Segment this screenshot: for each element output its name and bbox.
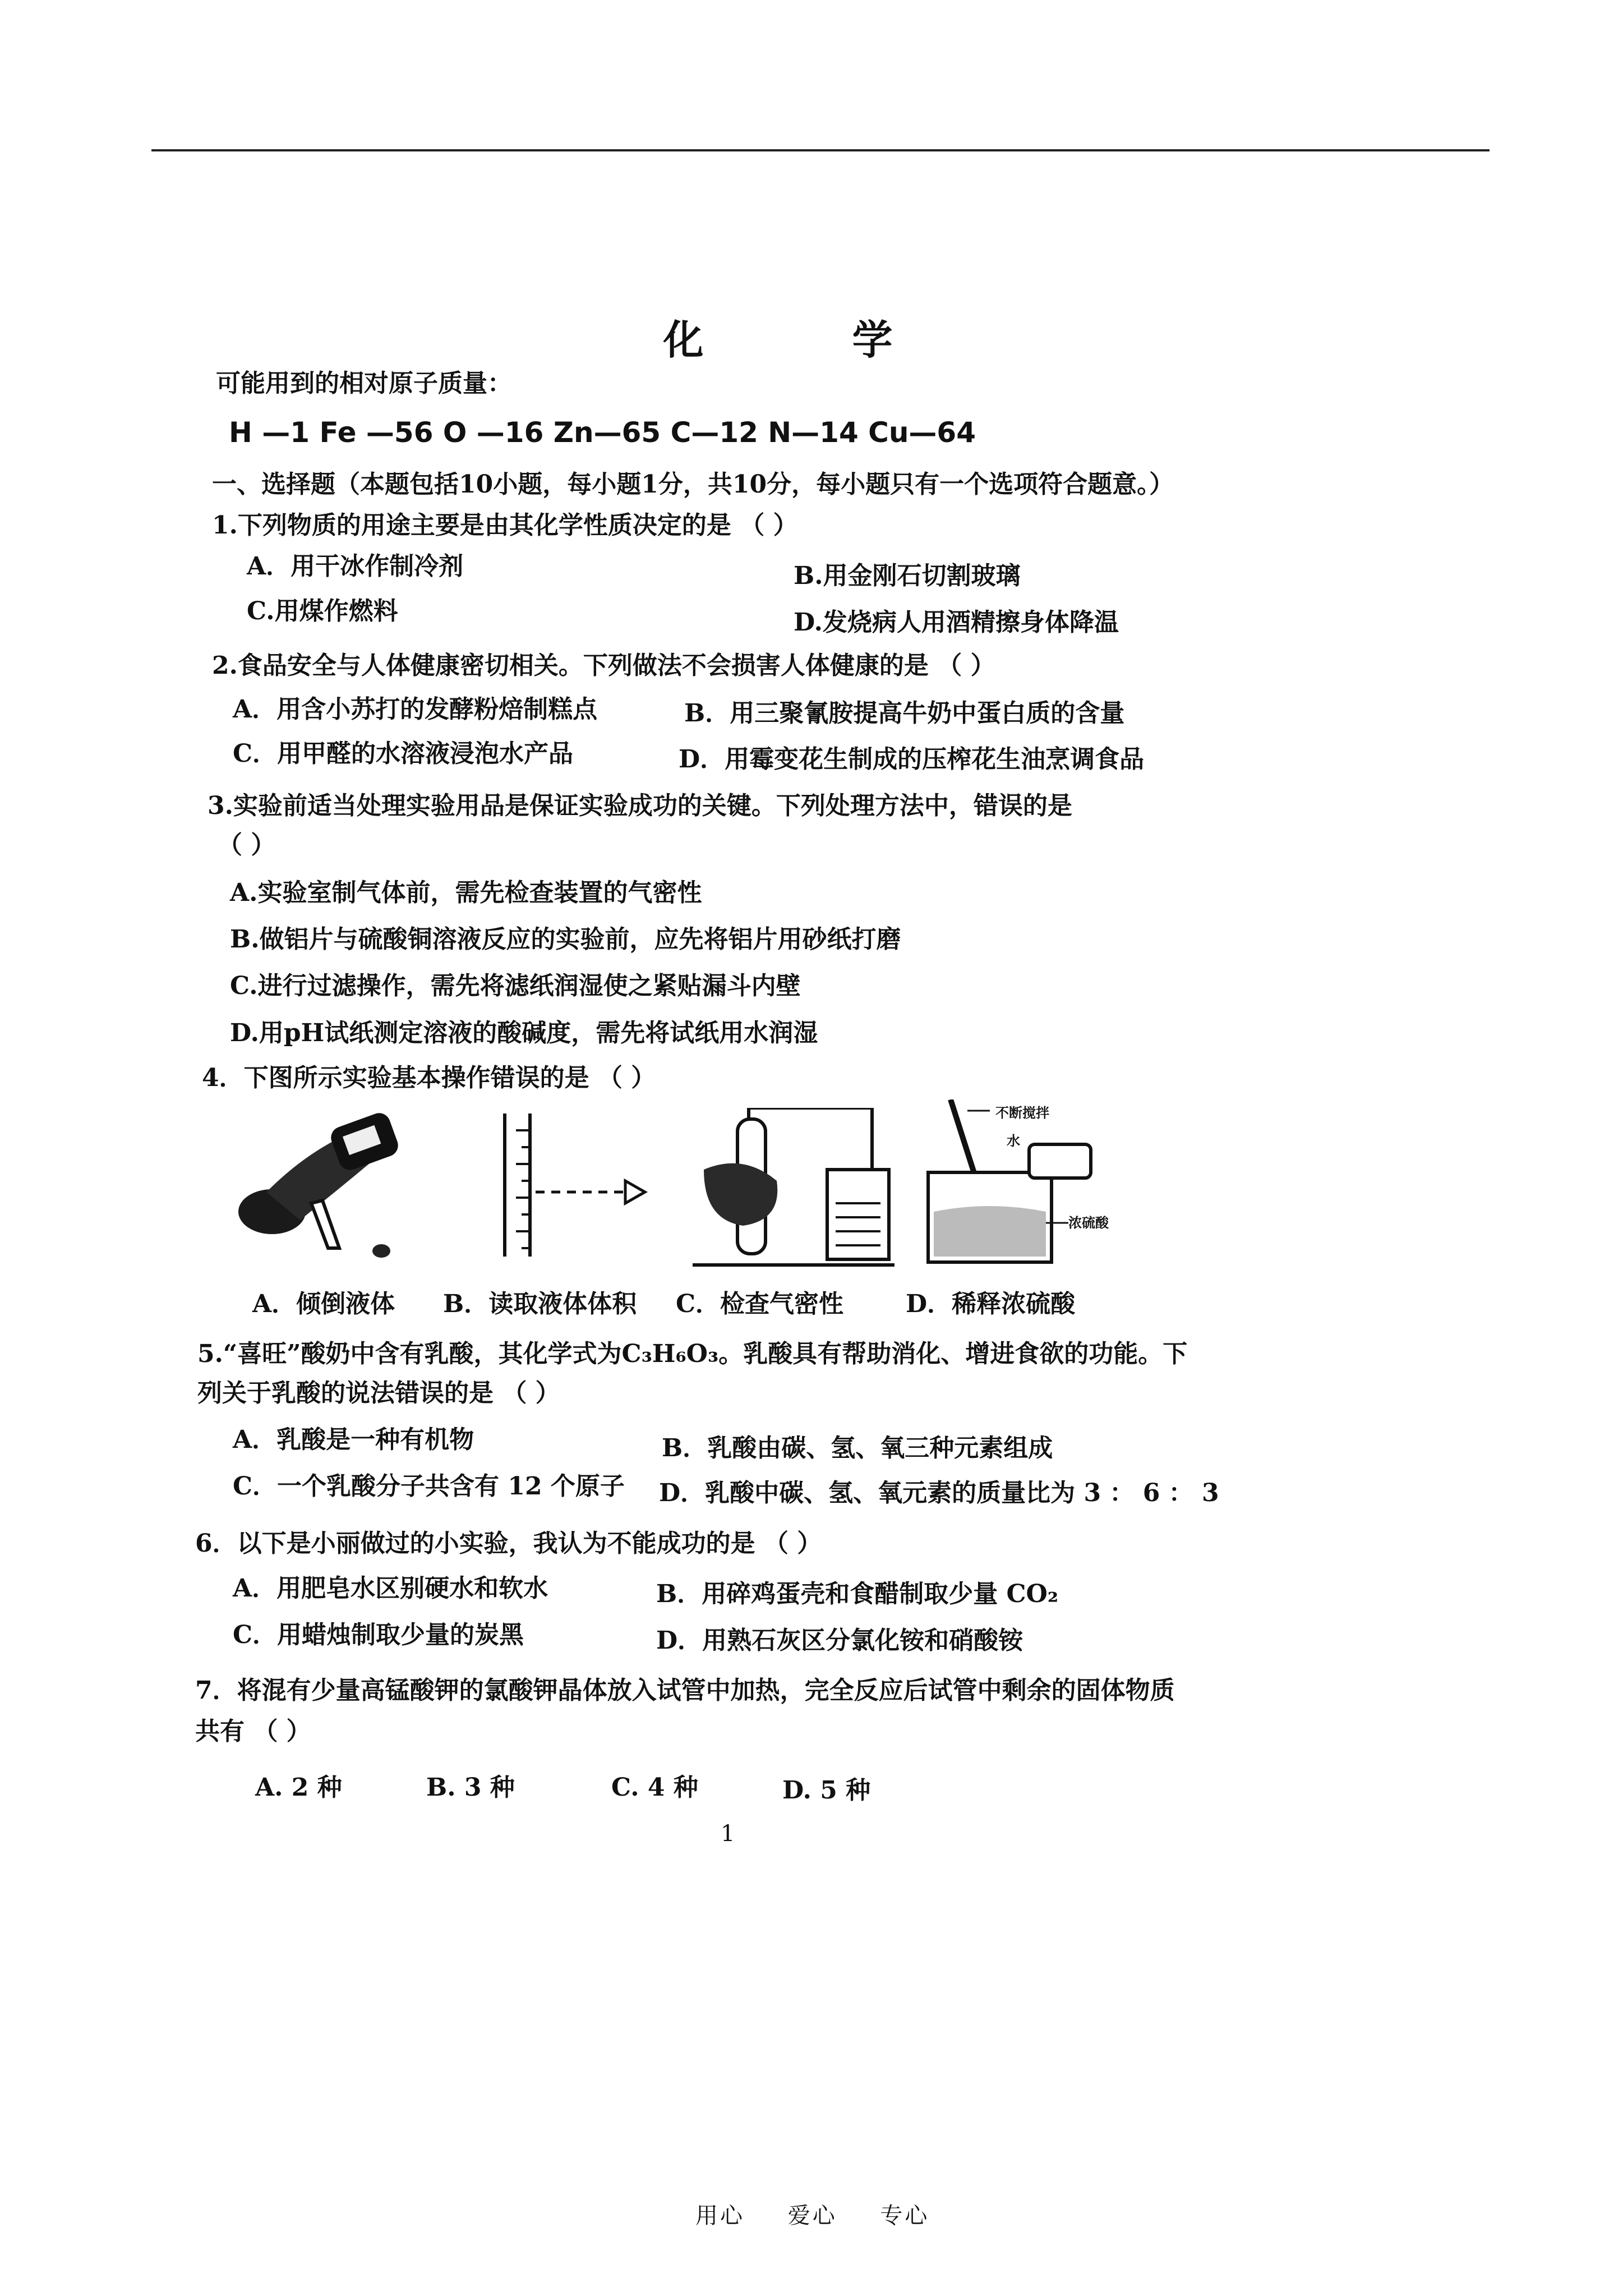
- footer-text: 用心 爱心 专心: [695, 2203, 930, 2229]
- question-1-option-d: D.发烧病人用酒精擦身体降温: [794, 608, 1119, 637]
- atomic-mass-values: H —1 Fe —56 O —16 Zn—65 C—12 N—14 Cu—64: [229, 416, 976, 449]
- question-5-stem-cont: 列关于乳酸的说法错误的是 （ ）: [197, 1379, 560, 1407]
- question-7-option-b: B. 3 种: [426, 1773, 515, 1802]
- figure-reading-volume: [482, 1108, 656, 1265]
- question-4-option-c: C．检查气密性: [676, 1290, 844, 1318]
- label-water: 水: [1007, 1133, 1020, 1149]
- question-5-option-c: C．一个乳酸分子共含有 12 个原子: [233, 1472, 625, 1501]
- question-4-option-d: D．稀释浓硫酸: [906, 1290, 1076, 1318]
- question-6-option-a: A．用肥皂水区别硬水和软水: [233, 1574, 548, 1603]
- question-2-option-c: C．用甲醛的水溶液浸泡水产品: [233, 739, 574, 768]
- question-3-option-d: D.用pH试纸测定溶液的酸碱度，需先将试纸用水润湿: [230, 1019, 818, 1047]
- page-number: 1: [721, 1821, 735, 1847]
- question-1-option-b: B.用金刚石切割玻璃: [794, 562, 1021, 590]
- question-1-stem: 1.下列物质的用途主要是由其化学性质决定的是 （ ）: [212, 511, 798, 540]
- question-3-option-c: C.进行过滤操作，需先将滤纸润湿使之紧贴漏斗内壁: [230, 972, 801, 1000]
- question-6-option-c: C．用蜡烛制取少量的炭黑: [233, 1621, 524, 1649]
- question-3-answer-paren: （ ）: [218, 831, 276, 859]
- question-2-option-b: B．用三聚氰胺提高牛奶中蛋白质的含量: [684, 699, 1125, 728]
- atomic-mass-label: 可能用到的相对原子质量：: [216, 369, 512, 398]
- question-5-option-b: B．乳酸由碳、氢、氧三种元素组成: [662, 1434, 1053, 1462]
- header-rule: [151, 149, 1490, 151]
- question-4-stem: 4．下图所示实验基本操作错误的是 （ ）: [202, 1064, 656, 1092]
- question-5-option-a: A．乳酸是一种有机物: [233, 1425, 474, 1454]
- page-title: 化 学: [663, 316, 960, 364]
- figure-air-tightness: [693, 1108, 895, 1271]
- question-1-option-a: A．用干冰作制冷剂: [247, 552, 464, 581]
- question-4-option-b: B．读取液体体积: [443, 1290, 637, 1318]
- question-5-option-d: D．乳酸中碳、氢、氧元素的质量比为 3 ： 6 ： 3: [659, 1479, 1219, 1507]
- question-7-stem: 7．将混有少量高锰酸钾的氯酸钾晶体放入试管中加热，完全反应后试管中剩余的固体物质: [195, 1676, 1175, 1705]
- question-2-option-d: D．用霉变花生制成的压榨花生油烹调食品: [679, 745, 1145, 774]
- question-6-stem: 6．以下是小丽做过的小实验，我认为不能成功的是 （ ）: [195, 1529, 822, 1558]
- question-1-option-c: C.用煤作燃料: [247, 597, 398, 625]
- figure-diluting-acid: [917, 1099, 1113, 1273]
- question-4-option-a: A．倾倒液体: [252, 1290, 395, 1318]
- question-2-option-a: A．用含小苏打的发酵粉焙制糕点: [233, 695, 598, 724]
- question-2-stem: 2.食品安全与人体健康密切相关。下列做法不会损害人体健康的是 （ ）: [212, 651, 995, 680]
- label-acid: 浓硫酸: [1068, 1214, 1109, 1231]
- label-stir: 不断搅拌: [995, 1105, 1049, 1121]
- question-7-option-a: A. 2 种: [255, 1773, 342, 1802]
- question-7-option-d: D. 5 种: [782, 1776, 871, 1805]
- question-7-stem-cont: 共有 （ ）: [195, 1717, 311, 1746]
- question-3-stem: 3.实验前适当处理实验用品是保证实验成功的关键。下列处理方法中，错误的是: [208, 792, 1072, 820]
- section-heading: 一、选择题（本题包括10小题，每小题1分，共10分，每小题只有一个选项符合题意。）: [212, 470, 1174, 499]
- figure-pouring-liquid: [233, 1108, 412, 1276]
- question-3-option-a: A.实验室制气体前，需先检查装置的气密性: [230, 878, 702, 907]
- question-3-option-b: B.做铝片与硫酸铜溶液反应的实验前，应先将铝片用砂纸打磨: [230, 925, 901, 954]
- question-5-stem: 5.“喜旺”酸奶中含有乳酸，其化学式为C₃H₆O₃。乳酸具有帮助消化、增进食欲的功能。下: [197, 1340, 1188, 1368]
- question-7-option-c: C. 4 种: [611, 1773, 698, 1802]
- question-6-option-d: D．用熟石灰区分氯化铵和硝酸铵: [656, 1626, 1023, 1655]
- question-6-option-b: B．用碎鸡蛋壳和食醋制取少量 CO₂: [656, 1580, 1059, 1608]
